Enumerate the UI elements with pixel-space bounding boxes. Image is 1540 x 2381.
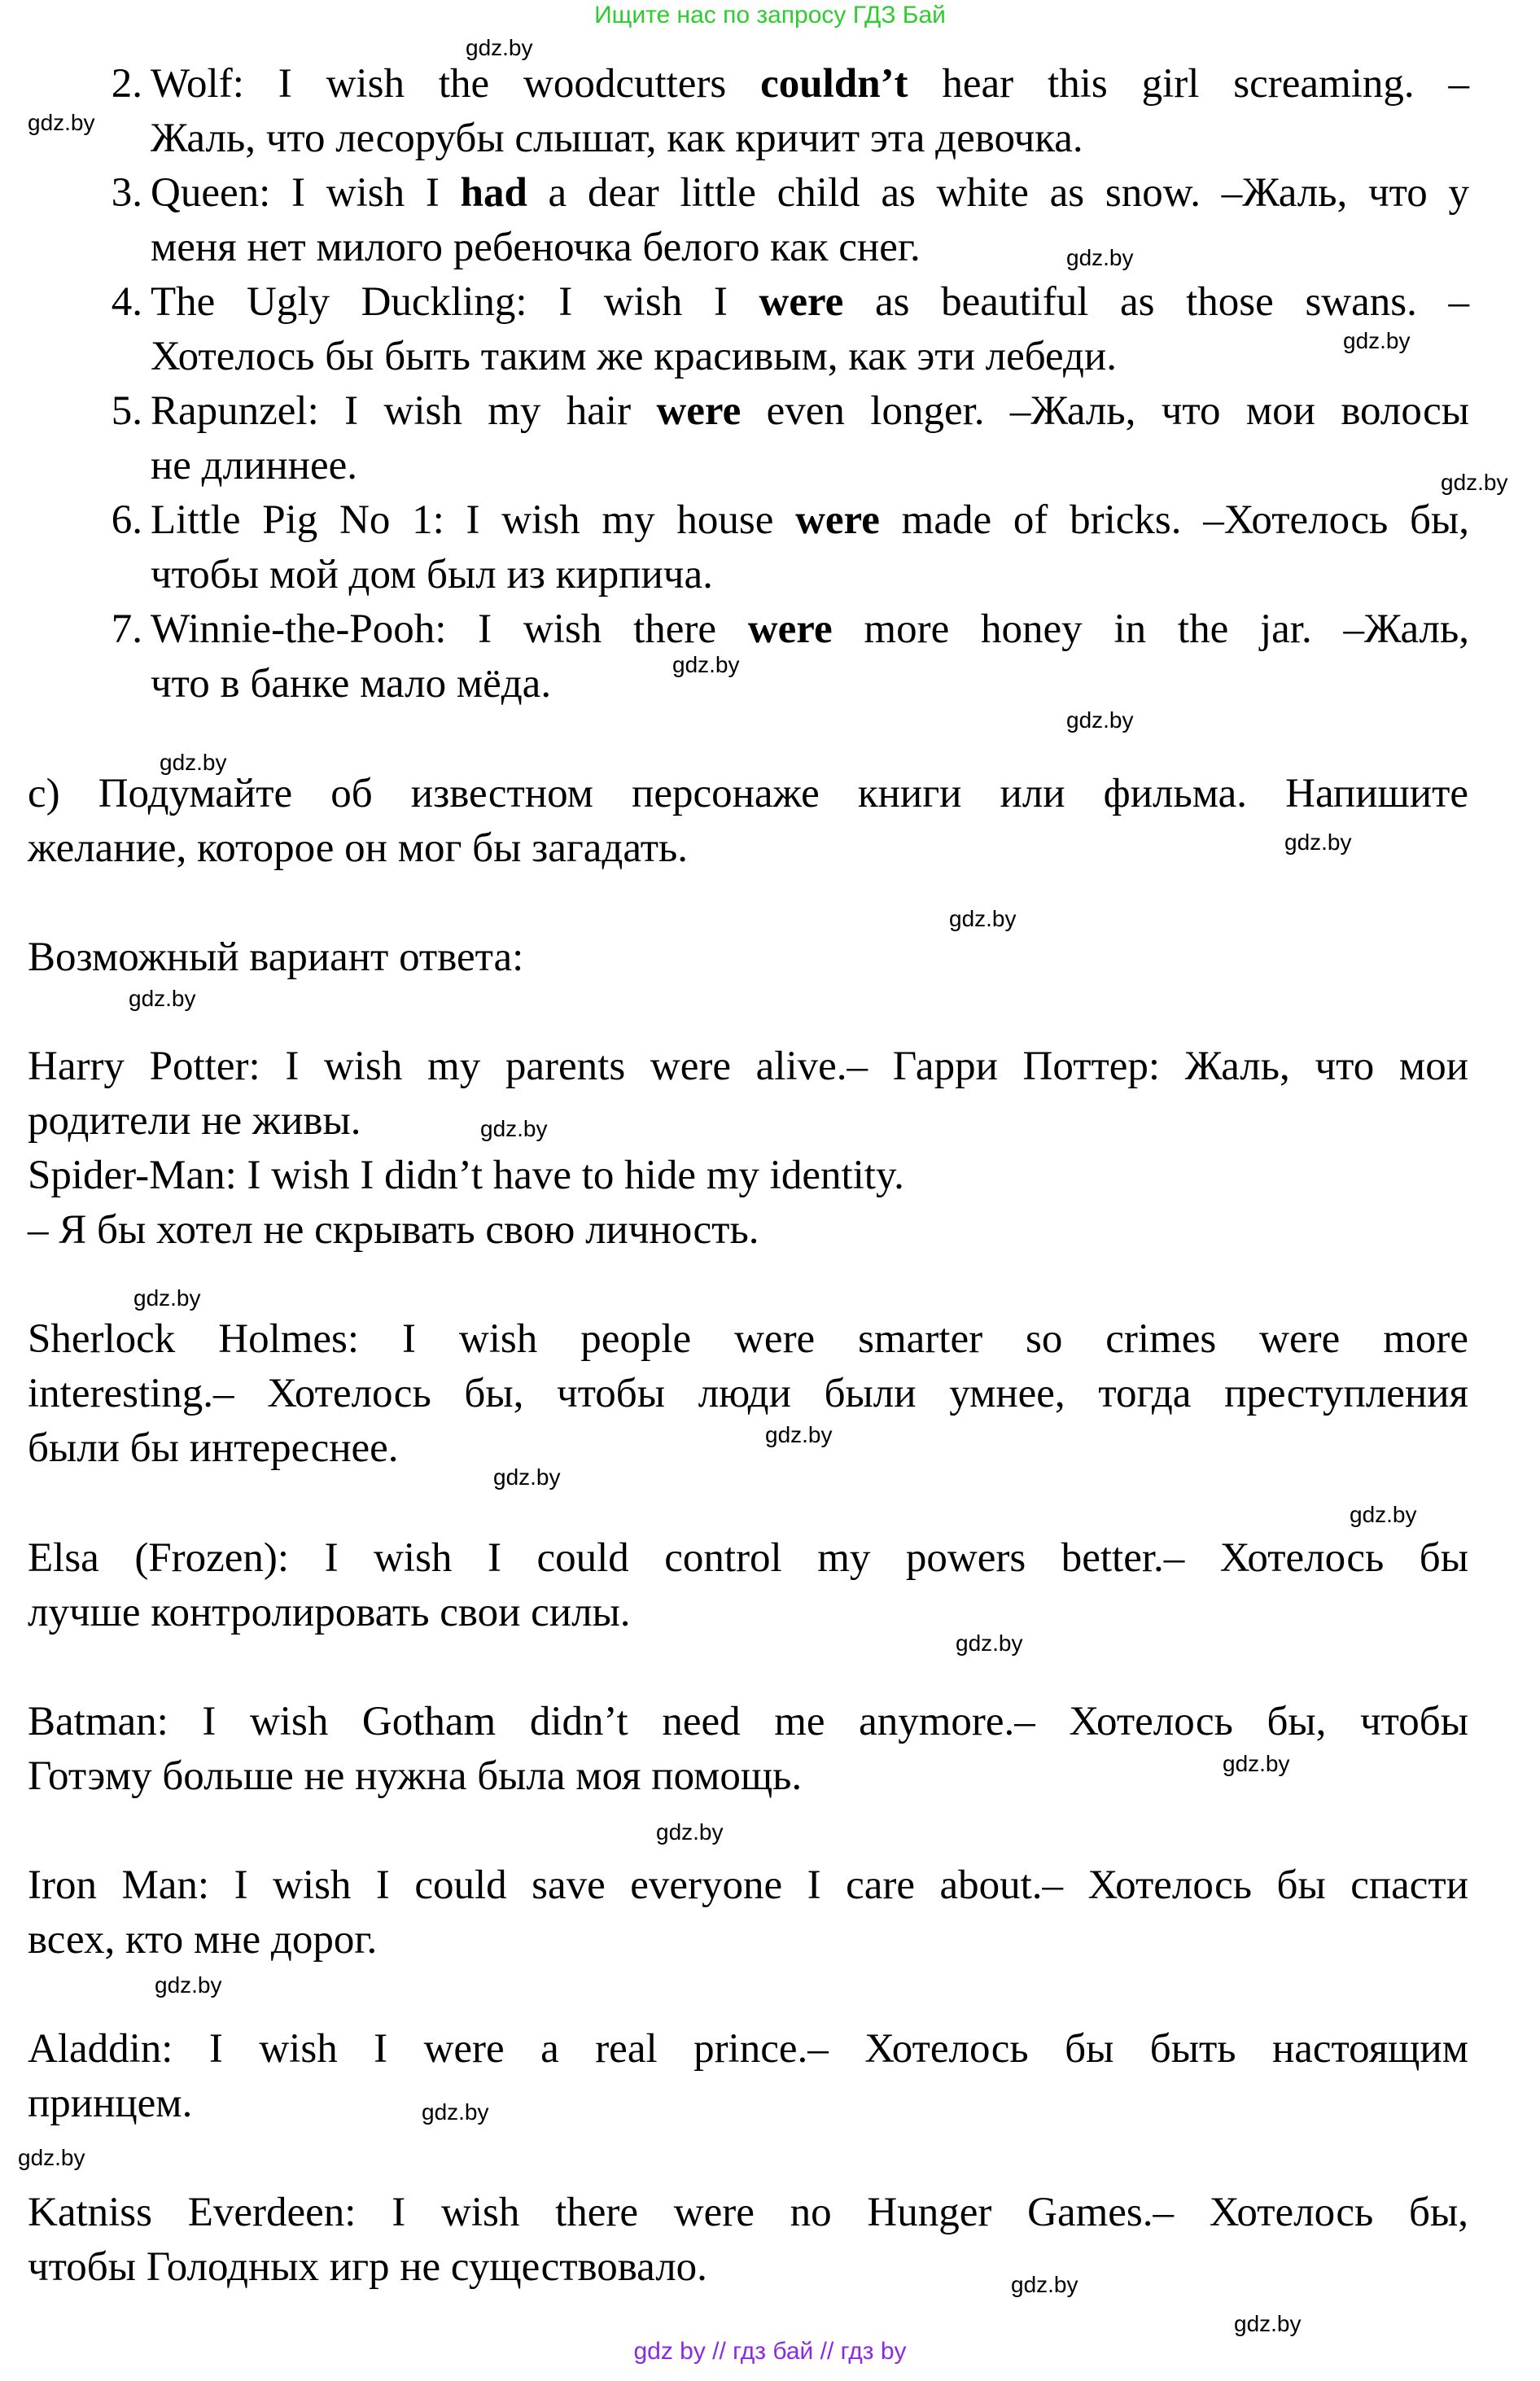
task-c-line-2: желание, которое он мог бы загадать. [28,825,688,871]
item-number: 2. [111,61,142,107]
watermark: gdz.by [155,1972,222,1998]
watermark: gdz.by [1011,2272,1078,2297]
answer-line: Iron Man: I wish I could save everyone I care about.– Хотелось бы спасти [28,1862,1468,1908]
item-line-2: Хотелось бы быть таким же красивым, как эти лебеди. [151,334,1117,379]
answer-harry-potter [28,1039,1468,1149]
watermark: gdz.by [765,1422,833,1447]
answer-line: лучше контролировать свои силы. [28,1590,631,1635]
answer-line: Spider-Man: I wish I didn’t have to hide my identity. [28,1153,904,1198]
watermark: gdz.by [1284,829,1352,855]
watermark: gdz.by [1234,2311,1302,2336]
answer-line: Batman: I wish Gotham didn’t need me anymore.– Хотелось бы, чтобы [28,1699,1468,1744]
answer-intro [28,930,1468,985]
item-number: 6. [111,497,142,543]
answer-line: Katniss Everdeen: I wish there were no Hunger Games.– Хотелось бы, [28,2190,1468,2235]
answer-line: чтобы Голодных игр не существовало. [28,2244,707,2290]
watermark: gdz.by [956,1630,1023,1656]
watermark: gdz.by [160,750,227,775]
answer-line: Sherlock Holmes: I wish people were smarter so crimes were more [28,1316,1468,1362]
watermark: gdz.by [672,652,740,677]
item-line-2: меня нет милого ребеночка белого как снег. [151,225,921,270]
watermark: gdz.by [129,986,196,1011]
item-line-2: что в банке мало мёда. [151,661,552,707]
watermark: gdz.by [1223,1751,1290,1776]
answer-line: Aladdin: I wish I were a real prince.– Хотелось бы быть настоящим [28,2026,1468,2072]
watermark: gdz.by [493,1464,561,1490]
watermark: gdz.by [1350,1502,1417,1527]
item-number: 5. [111,388,142,434]
item-line-1: Little Pig No 1: I wish my house were made of bricks. –Хотелось бы, [151,497,1469,543]
task-c-line-1: c) Подумайте об известном персонаже книги или фильма. Напишите [28,771,1468,816]
watermark: gdz.by [1066,707,1134,733]
watermark: gdz.by [133,1285,201,1311]
item-line-1: Wolf: I wish the woodcutters couldn’t hear this girl screaming. – [151,61,1469,107]
item-number: 7. [111,606,142,652]
task-c [28,767,1468,876]
answer-sherlock-holmes [28,1312,1468,1476]
item-line-2: не длиннее. [151,443,357,488]
answer-line: Готэму больше не нужна была моя помощь. [28,1753,803,1799]
watermark: gdz.by [18,2145,85,2170]
answer-line: были бы интереснее. [28,1425,399,1471]
item-line-1: Winnie-the-Pooh: I wish there were more honey in the jar. –Жаль, [151,606,1469,652]
footer-links[interactable]: gdz by // гдз бай // гдз by [633,2338,907,2365]
item-line-2: чтобы мой дом был из кирпича. [151,552,713,597]
watermark: gdz.by [480,1116,548,1141]
watermark: gdz.by [422,2099,489,2125]
item-number: 3. [111,170,142,216]
answer-line: всех, кто мне дорог. [28,1917,378,1963]
answer-line: interesting.– Хотелось бы, чтобы люди были умнее, тогда преступления [28,1371,1468,1416]
item-line-1: Rapunzel: I wish my hair were even longer. –Жаль, что мои волосы [151,388,1469,434]
item-line-1: Queen: I wish I had a dear little child as white as snow. –Жаль, что у [151,170,1469,216]
watermark: gdz.by [1343,328,1411,353]
answer-katniss-everdeen [28,2186,1468,2295]
watermark: gdz.by [1066,245,1134,270]
item-number: 4. [111,279,142,325]
answer-elsa [28,1531,1468,1640]
answer-iron-man [28,1858,1468,1967]
item-line-1: The Ugly Duckling: I wish I were as beautiful as those swans. – [151,279,1470,325]
watermark: gdz.by [656,1819,724,1845]
answer-line: Elsa (Frozen): I wish I could control my powers better.– Хотелось бы [28,1535,1468,1581]
watermark: gdz.by [466,35,533,60]
answer-intro-text: Возможный вариант ответа: [28,934,524,980]
answer-line: принцем. [28,2081,193,2126]
answer-spider-man [28,1149,1468,1258]
item-line-2: Жаль, что лесорубы слышат, как кричит эта девочка. [151,116,1083,161]
answer-line: Harry Potter: I wish my parents were alive.– Гарри Поттер: Жаль, что мои [28,1044,1468,1089]
answer-line: родители не живы. [28,1098,361,1144]
watermark: gdz.by [949,906,1017,931]
answer-aladdin [28,2022,1468,2131]
watermark: gdz.by [1441,470,1508,495]
top-banner[interactable]: Ищите нас по запросу ГДЗ Бай [594,2,946,28]
watermark: gdz.by [28,110,95,135]
answer-batman [28,1695,1468,1804]
answer-line: – Я бы хотел не скрывать свою личность. [28,1207,759,1253]
